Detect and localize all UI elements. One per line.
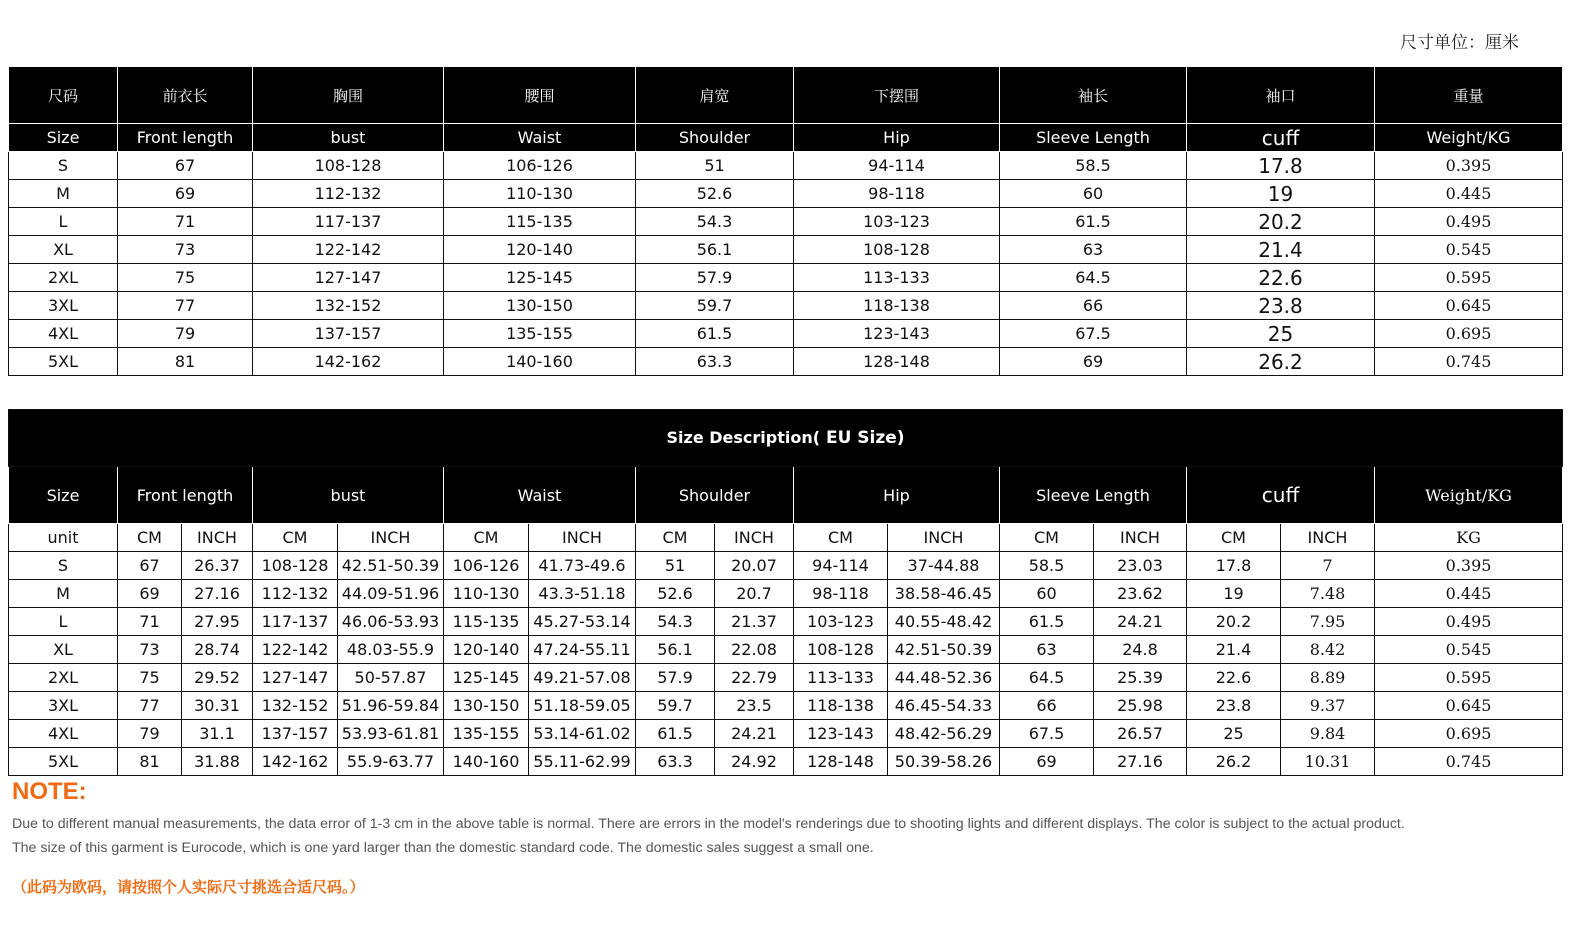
header-cell: Front length <box>118 467 253 524</box>
table-cell: 26.37 <box>182 552 253 580</box>
table-row <box>9 320 1563 348</box>
table-cell: 0.545 <box>1375 636 1563 664</box>
unit-cell: INCH <box>715 524 794 552</box>
header-cell-cn: 胸围 <box>253 67 444 124</box>
table-cell: 0.445 <box>1375 580 1563 608</box>
header-cell: Sleeve Length <box>1000 467 1187 524</box>
table-cell: 127-147 <box>253 264 444 292</box>
table-cell: 0.595 <box>1375 264 1563 292</box>
table-cell: 108-128 <box>794 236 1000 264</box>
header-cell-en: Front length <box>118 124 253 152</box>
table-cell: 75 <box>118 664 182 692</box>
unit-cell: CM <box>1187 524 1281 552</box>
table-cell: 132-152 <box>253 292 444 320</box>
table-cell: 57.9 <box>636 664 715 692</box>
table-cell: 21.4 <box>1187 236 1375 264</box>
table-cell: 0.545 <box>1375 236 1563 264</box>
unit-cell: CM <box>444 524 529 552</box>
table-cell: 23.8 <box>1187 292 1375 320</box>
table-cell: 27.16 <box>182 580 253 608</box>
table-cell: 98-118 <box>794 180 1000 208</box>
table-cell: 50.39-58.26 <box>888 748 1000 776</box>
table-cell: 41.73-49.6 <box>529 552 636 580</box>
note-title: NOTE: <box>12 778 87 805</box>
table-cell: 67 <box>118 152 253 180</box>
table-cell: 71 <box>118 208 253 236</box>
table-cell: 25.98 <box>1094 692 1187 720</box>
header-cell-en: Sleeve Length <box>1000 124 1187 152</box>
table-cell: 63 <box>1000 236 1187 264</box>
table-cell: 63.3 <box>636 348 794 376</box>
table-cell: 23.03 <box>1094 552 1187 580</box>
table-cell: 58.5 <box>1000 152 1187 180</box>
header-cell: Hip <box>794 467 1000 524</box>
table-cell: 28.74 <box>182 636 253 664</box>
table-cell: 106-126 <box>444 552 529 580</box>
table-cell: 55.11-62.99 <box>529 748 636 776</box>
table-cell: 5XL <box>9 748 118 776</box>
table-cell: 73 <box>118 236 253 264</box>
table-cell: 22.79 <box>715 664 794 692</box>
table-cell: 113-133 <box>794 664 888 692</box>
unit-cell: CM <box>253 524 338 552</box>
table-cell: 67.5 <box>1000 320 1187 348</box>
table-cell: 17.8 <box>1187 152 1375 180</box>
table-cell: 110-130 <box>444 180 636 208</box>
header-cell-cn: 前衣长 <box>118 67 253 124</box>
header-cell-cn: 尺码 <box>9 67 118 124</box>
table-cell: 75 <box>118 264 253 292</box>
table-cell: 0.395 <box>1375 152 1563 180</box>
table-row <box>9 580 1563 608</box>
table-cell: 120-140 <box>444 236 636 264</box>
table-cell: 55.9-63.77 <box>338 748 444 776</box>
title-main: Size Description( <box>666 428 821 447</box>
unit-cell: KG <box>1375 524 1563 552</box>
header-cell: Waist <box>444 467 636 524</box>
table-cell: 7 <box>1281 552 1375 580</box>
table-row <box>9 264 1563 292</box>
table-cell: 142-162 <box>253 348 444 376</box>
table-cell: 0.645 <box>1375 292 1563 320</box>
size-table-cm <box>8 66 1563 376</box>
table-cell: 23.5 <box>715 692 794 720</box>
table-cell: 118-138 <box>794 292 1000 320</box>
table-cell: 60 <box>1000 580 1094 608</box>
header-row <box>9 467 1563 524</box>
header-cell: Shoulder <box>636 467 794 524</box>
table-cell: 59.7 <box>636 292 794 320</box>
table-cell: 56.1 <box>636 636 715 664</box>
unit-cell: INCH <box>529 524 636 552</box>
table-cell: 27.95 <box>182 608 253 636</box>
table-cell: 0.695 <box>1375 720 1563 748</box>
table-cell: 9.37 <box>1281 692 1375 720</box>
table-cell: 123-143 <box>794 320 1000 348</box>
table-cell: 7.48 <box>1281 580 1375 608</box>
table-cell: 142-162 <box>253 748 338 776</box>
table-cell: 108-128 <box>253 152 444 180</box>
table-cell: 120-140 <box>444 636 529 664</box>
table-cell: 81 <box>118 348 253 376</box>
table-title <box>9 410 1563 467</box>
table-cell: 25 <box>1187 720 1281 748</box>
table-cell: 137-157 <box>253 720 338 748</box>
table-cell: 46.45-54.33 <box>888 692 1000 720</box>
table-cell: XL <box>9 236 118 264</box>
table-cell: 69 <box>1000 748 1094 776</box>
table-cell: S <box>9 152 118 180</box>
table-row <box>9 292 1563 320</box>
table-cell: 44.48-52.36 <box>888 664 1000 692</box>
table-cell: 69 <box>1000 348 1187 376</box>
table-cell: 31.88 <box>182 748 253 776</box>
table-cell: 132-152 <box>253 692 338 720</box>
table-cell: 37-44.88 <box>888 552 1000 580</box>
unit-cell: INCH <box>182 524 253 552</box>
table-cell: 56.1 <box>636 236 794 264</box>
table-cell: 53.93-61.81 <box>338 720 444 748</box>
table-cell: 7.95 <box>1281 608 1375 636</box>
table-row <box>9 720 1563 748</box>
table-row <box>9 152 1563 180</box>
table-cell: 23.62 <box>1094 580 1187 608</box>
table-cell: 21.4 <box>1187 636 1281 664</box>
table-cell: 46.06-53.93 <box>338 608 444 636</box>
table-cell: 23.8 <box>1187 692 1281 720</box>
table-cell: L <box>9 608 118 636</box>
size-table-eu <box>8 409 1563 776</box>
table-cell: 52.6 <box>636 180 794 208</box>
unit-cell: CM <box>118 524 182 552</box>
table-cell: 112-132 <box>253 580 338 608</box>
table-cell: 42.51-50.39 <box>338 552 444 580</box>
table-cell: 57.9 <box>636 264 794 292</box>
header-cell-en: Shoulder <box>636 124 794 152</box>
header-cell-en: Weight/KG <box>1375 124 1563 152</box>
header-cell: Weight/KG <box>1375 467 1563 524</box>
table-cell: 0.395 <box>1375 552 1563 580</box>
table-cell: M <box>9 180 118 208</box>
table-cell: L <box>9 208 118 236</box>
table-cell: 0.495 <box>1375 608 1563 636</box>
table-cell: S <box>9 552 118 580</box>
table-cell: 73 <box>118 636 182 664</box>
table-cell: 38.58-46.45 <box>888 580 1000 608</box>
table-cell: 108-128 <box>253 552 338 580</box>
table-cell: 22.6 <box>1187 264 1375 292</box>
table-cell: 110-130 <box>444 580 529 608</box>
table-row <box>9 608 1563 636</box>
table-cell: 103-123 <box>794 608 888 636</box>
table-row <box>9 636 1563 664</box>
unit-cell: unit <box>9 524 118 552</box>
table-cell: 29.52 <box>182 664 253 692</box>
table-row <box>9 748 1563 776</box>
table-row <box>9 348 1563 376</box>
table-cell: 135-155 <box>444 720 529 748</box>
table-cell: 5XL <box>9 348 118 376</box>
table-cell: 9.84 <box>1281 720 1375 748</box>
table-cell: 81 <box>118 748 182 776</box>
table-cell: 127-147 <box>253 664 338 692</box>
table-cell: 0.595 <box>1375 664 1563 692</box>
table-cell: 4XL <box>9 720 118 748</box>
table-cell: 112-132 <box>253 180 444 208</box>
table-cell: 59.7 <box>636 692 715 720</box>
table-cell: 64.5 <box>1000 664 1094 692</box>
table-cell: 48.42-56.29 <box>888 720 1000 748</box>
table-cell: 8.89 <box>1281 664 1375 692</box>
table-cell: 25 <box>1187 320 1375 348</box>
table-cell: 115-135 <box>444 608 529 636</box>
table-cell: 69 <box>118 180 253 208</box>
unit-row <box>9 524 1563 552</box>
table-cell: 30.31 <box>182 692 253 720</box>
table-cell: 26.57 <box>1094 720 1187 748</box>
table-cell: 51 <box>636 552 715 580</box>
table-cell: 0.495 <box>1375 208 1563 236</box>
header-cell-cn: 肩宽 <box>636 67 794 124</box>
header-cell-en: Waist <box>444 124 636 152</box>
table-cell: 61.5 <box>1000 208 1187 236</box>
table-cell: 8.42 <box>1281 636 1375 664</box>
table-cell: 130-150 <box>444 692 529 720</box>
table-cell: 130-150 <box>444 292 636 320</box>
table-cell: 53.14-61.02 <box>529 720 636 748</box>
table-cell: 122-142 <box>253 636 338 664</box>
table-cell: 10.31 <box>1281 748 1375 776</box>
table-cell: 17.8 <box>1187 552 1281 580</box>
table-cell: 128-148 <box>794 748 888 776</box>
table-cell: 79 <box>118 320 253 348</box>
table-cell: 22.08 <box>715 636 794 664</box>
table-cell: 140-160 <box>444 748 529 776</box>
table-cell: 77 <box>118 692 182 720</box>
table-cell: 51.18-59.05 <box>529 692 636 720</box>
table-cell: 66 <box>1000 292 1187 320</box>
table-cell: 94-114 <box>794 152 1000 180</box>
table-cell: 64.5 <box>1000 264 1187 292</box>
table-cell: 94-114 <box>794 552 888 580</box>
table-cell: 3XL <box>9 292 118 320</box>
table-cell: 113-133 <box>794 264 1000 292</box>
unit-cell: INCH <box>1281 524 1375 552</box>
table-cell: 125-145 <box>444 264 636 292</box>
table-cell: 79 <box>118 720 182 748</box>
table-cell: 21.37 <box>715 608 794 636</box>
header-cell-cn: 重量 <box>1375 67 1563 124</box>
table-cell: 71 <box>118 608 182 636</box>
table-cell: 40.55-48.42 <box>888 608 1000 636</box>
table-cell: 118-138 <box>794 692 888 720</box>
table-cell: 117-137 <box>253 608 338 636</box>
table-cell: 50-57.87 <box>338 664 444 692</box>
table-cell: 0.645 <box>1375 692 1563 720</box>
table-cell: 58.5 <box>1000 552 1094 580</box>
unit-cell: INCH <box>338 524 444 552</box>
table-cell: 3XL <box>9 692 118 720</box>
header-cell-en: Size <box>9 124 118 152</box>
header-cell-en: cuff <box>1187 124 1375 152</box>
table-cell: 47.24-55.11 <box>529 636 636 664</box>
table-cell: 19 <box>1187 580 1281 608</box>
table-cell: 26.2 <box>1187 348 1375 376</box>
table-cell: 0.695 <box>1375 320 1563 348</box>
table-cell: 63 <box>1000 636 1094 664</box>
header-cell: cuff <box>1187 467 1375 524</box>
table-cell: 123-143 <box>794 720 888 748</box>
table-row <box>9 236 1563 264</box>
header-row-english <box>9 124 1563 152</box>
note-chinese: （此码为欧码，请按照个人实际尺寸挑选合适尺码。） <box>12 878 365 896</box>
header-cell-en: bust <box>253 124 444 152</box>
table-cell: 122-142 <box>253 236 444 264</box>
header-cell-cn: 袖长 <box>1000 67 1187 124</box>
unit-cell: INCH <box>888 524 1000 552</box>
table-cell: 20.2 <box>1187 208 1375 236</box>
table-cell: 128-148 <box>794 348 1000 376</box>
table-cell: 20.7 <box>715 580 794 608</box>
table-cell: 63.3 <box>636 748 715 776</box>
table-cell: 24.21 <box>715 720 794 748</box>
table-cell: 20.07 <box>715 552 794 580</box>
table-cell: 103-123 <box>794 208 1000 236</box>
table-cell: 42.51-50.39 <box>888 636 1000 664</box>
table-cell: 2XL <box>9 264 118 292</box>
table-cell: 66 <box>1000 692 1094 720</box>
table-row <box>9 552 1563 580</box>
table-cell: 24.21 <box>1094 608 1187 636</box>
unit-cell: CM <box>794 524 888 552</box>
unit-cell: CM <box>1000 524 1094 552</box>
table-cell: 45.27-53.14 <box>529 608 636 636</box>
table-cell: 52.6 <box>636 580 715 608</box>
table-cell: 22.6 <box>1187 664 1281 692</box>
header-cell-cn: 袖口 <box>1187 67 1375 124</box>
table-cell: 44.09-51.96 <box>338 580 444 608</box>
header-cell: Size <box>9 467 118 524</box>
table-cell: 51.96-59.84 <box>338 692 444 720</box>
table-cell: 2XL <box>9 664 118 692</box>
table-cell: 25.39 <box>1094 664 1187 692</box>
table-cell: 31.1 <box>182 720 253 748</box>
table-cell: 0.745 <box>1375 748 1563 776</box>
unit-cell: INCH <box>1094 524 1187 552</box>
table-title-row <box>9 410 1563 467</box>
table-cell: XL <box>9 636 118 664</box>
table-row <box>9 692 1563 720</box>
table-cell: 77 <box>118 292 253 320</box>
header-row-chinese <box>9 67 1563 124</box>
table-cell: 61.5 <box>636 720 715 748</box>
table-cell: 98-118 <box>794 580 888 608</box>
table-cell: 125-145 <box>444 664 529 692</box>
table-row <box>9 664 1563 692</box>
table-cell: 108-128 <box>794 636 888 664</box>
table-cell: 19 <box>1187 180 1375 208</box>
table-cell: 115-135 <box>444 208 636 236</box>
table-cell: 61.5 <box>1000 608 1094 636</box>
unit-cell: CM <box>636 524 715 552</box>
table-row <box>9 180 1563 208</box>
table-cell: 60 <box>1000 180 1187 208</box>
table-cell: 51 <box>636 152 794 180</box>
header-cell-cn: 下摆围 <box>794 67 1000 124</box>
table-cell: 69 <box>118 580 182 608</box>
header-cell-en: Hip <box>794 124 1000 152</box>
table-cell: 20.2 <box>1187 608 1281 636</box>
table-cell: 26.2 <box>1187 748 1281 776</box>
table-cell: M <box>9 580 118 608</box>
note-line-1: Due to different manual measurements, the data error of 1-3 cm in the above table is normal. There are errors in the model's renderings due to shooting lights and different displays. The color is subject to the actual product. <box>12 816 1405 832</box>
table-cell: 54.3 <box>636 208 794 236</box>
header-cell-cn: 腰围 <box>444 67 636 124</box>
table-cell: 24.92 <box>715 748 794 776</box>
table-cell: 67 <box>118 552 182 580</box>
table-cell: 43.3-51.18 <box>529 580 636 608</box>
table-cell: 135-155 <box>444 320 636 348</box>
title-sub: EU Size) <box>820 428 905 448</box>
table-cell: 49.21-57.08 <box>529 664 636 692</box>
table-cell: 140-160 <box>444 348 636 376</box>
table-cell: 0.445 <box>1375 180 1563 208</box>
header-cell: bust <box>253 467 444 524</box>
table-cell: 27.16 <box>1094 748 1187 776</box>
table-row <box>9 208 1563 236</box>
table-cell: 117-137 <box>253 208 444 236</box>
table-cell: 106-126 <box>444 152 636 180</box>
table-cell: 0.745 <box>1375 348 1563 376</box>
table-cell: 67.5 <box>1000 720 1094 748</box>
table-cell: 137-157 <box>253 320 444 348</box>
table-cell: 48.03-55.9 <box>338 636 444 664</box>
unit-label: 尺寸单位：厘米 <box>1400 33 1519 53</box>
note-line-2: The size of this garment is Eurocode, which is one yard larger than the domestic standard code. The domestic sales suggest a small one. <box>12 840 874 856</box>
table-cell: 54.3 <box>636 608 715 636</box>
table-cell: 24.8 <box>1094 636 1187 664</box>
table-cell: 61.5 <box>636 320 794 348</box>
table-cell: 4XL <box>9 320 118 348</box>
